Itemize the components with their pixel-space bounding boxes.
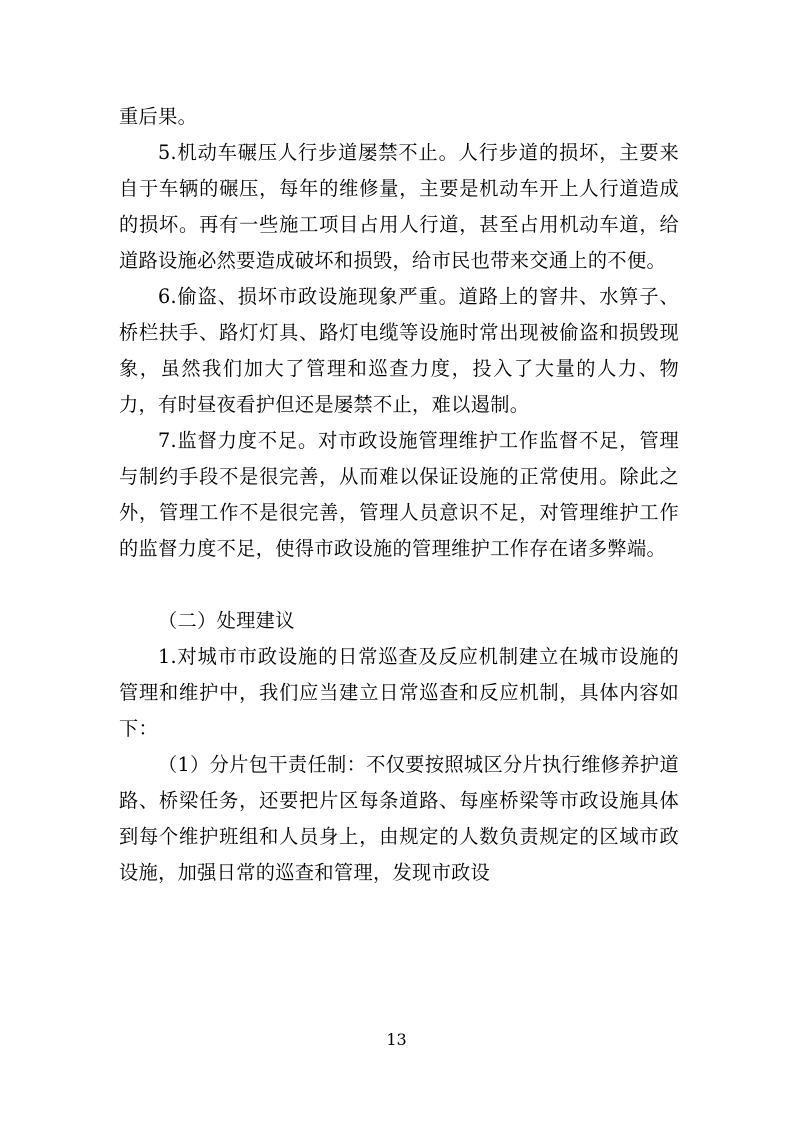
paragraph-item-5: 5.机动车碾压人行步道屡禁不止。人行步道的损坏，主要来自于车辆的碾压，每年的维修量，主要是机动车开上人行道造成的损坏。再有一些施工项目占用人行道，甚至占用机动车道，给道路设施必然要造成破坏和损毁，给市民也带来交通上的不便。 <box>119 141 679 272</box>
page-body <box>119 99 679 891</box>
paragraph-item-7: 7.监督力度不足。对市政设施管理维护工作监督不足，管理与制约手段不是很完善，从而难以保证设施的正常使用。除此之外，管理工作不是很完善，管理人员意识不足，对管理维护工作的监督力度不足，使得市政设施的管理维护工作存在诸多弊端。 <box>119 429 679 560</box>
section-spacer <box>119 567 679 603</box>
paragraph-item-6: 6.偷盗、损坏市政设施现象严重。道路上的窨井、水箅子、桥栏扶手、路灯灯具、路灯电缆等设施时常出现被偷盗和损毁现象，虽然我们加大了管理和巡查力度，投入了大量的人力、物力，有时昼夜看护但还是屡禁不止，难以遏制。 <box>119 285 679 416</box>
section-heading: （二）处理建议 <box>158 609 295 632</box>
paragraph-suggestion-1: 1.对城市市政设施的日常巡查及反应机制建立在城市设施的管理和维护中，我们应当建立日常巡查和反应机制，具体内容如下： <box>119 645 679 740</box>
paragraph-suggestion-1-sub-1: （1）分片包干责任制：不仅要按照城区分片执行维修养护道路、桥梁任务，还要把片区每条道路、每座桥梁等市政设施具体到每个维护班组和人员身上，由规定的人数负责规定的区域市政设施，加强日常的巡查和管理，发现市政设 <box>119 753 679 884</box>
paragraph-continuation: 重后果。 <box>119 105 198 128</box>
page-number: 13 <box>386 1030 407 1049</box>
